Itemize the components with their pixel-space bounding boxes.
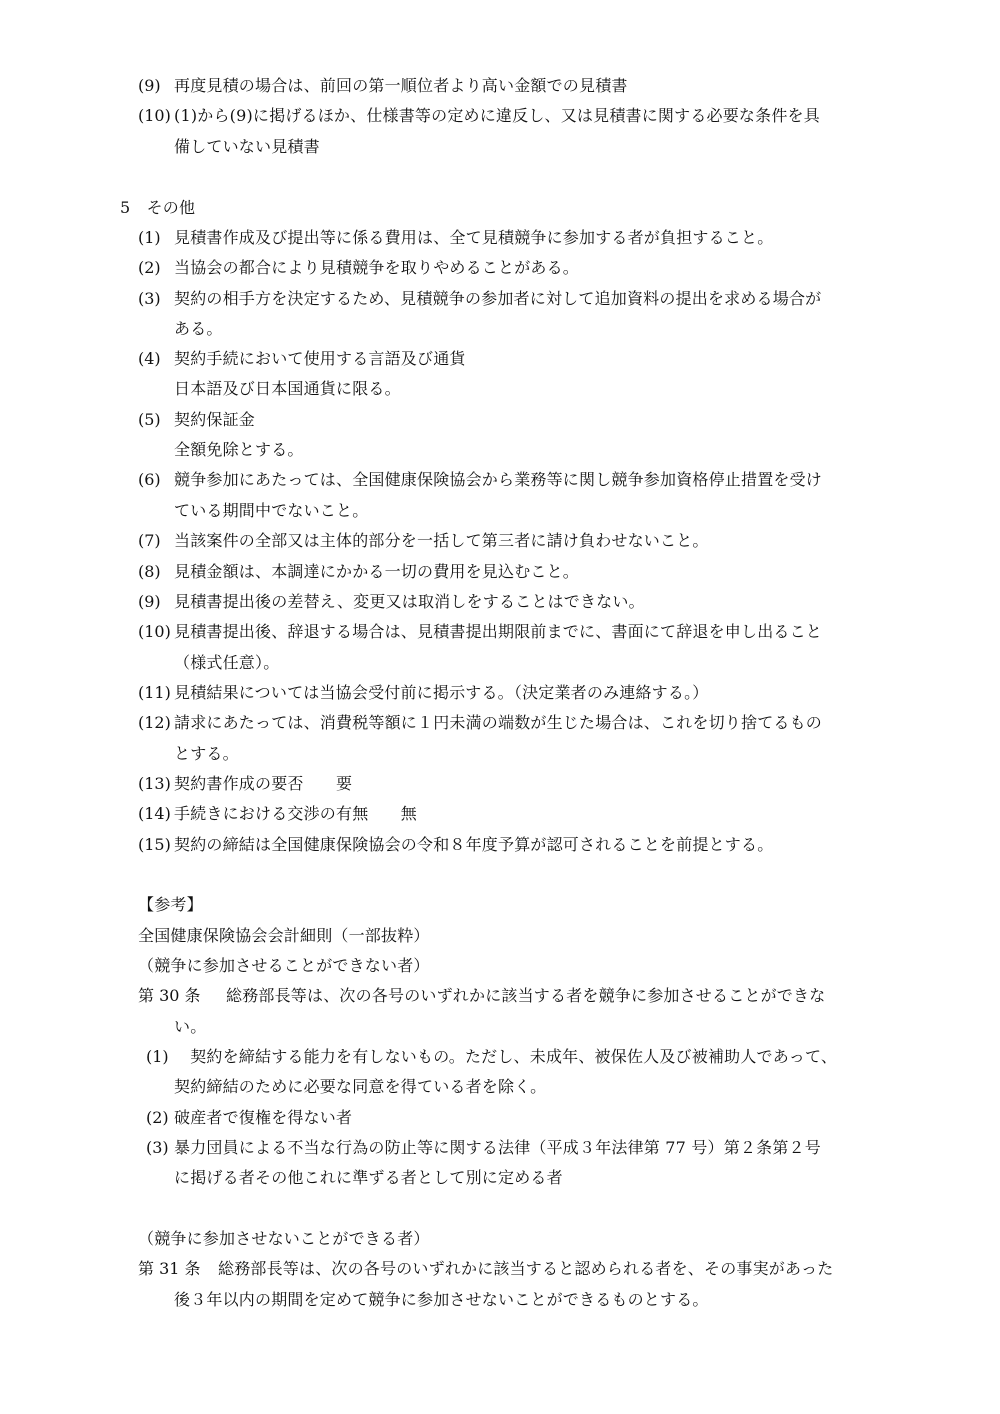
item-number: (12) [138,713,171,732]
item-number: (7) [138,531,161,550]
item-text: 見積結果については当協会受付前に掲示する。（決定業者のみ連絡する。） [174,683,709,702]
item-text: 全額免除とする。 [174,440,304,459]
item-number: (2) [138,258,161,277]
item-text: 当該案件の全部又は主体的部分を一括して第三者に請け負わせないこと。 [174,531,709,550]
item-number: (9) [138,76,161,95]
section-heading: 5 その他 [120,198,196,217]
item-text: 契約の締結は全国健康保険協会の令和８年度予算が認可されることを前提とする。 [174,835,774,854]
item-text: 契約締結のために必要な同意を得ている者を除く。 [174,1077,547,1096]
item-number: (8) [138,562,161,581]
item-text: に掲げる者その他これに準ずる者として別に定める者 [174,1168,563,1187]
item-number: (13) [138,774,171,793]
item-number: (9) [138,592,161,611]
item-text: 見積書提出後、辞退する場合は、見積書提出期限前までに、書面にて辞退を申し出ること [174,622,823,641]
item-text: ある。 [174,319,223,338]
item-number: (1) [146,1047,169,1066]
item-text: 契約を締結する能力を有しないもの。ただし、未成年、被保佐人及び被補助人であって、 [174,1047,838,1066]
article-label: 第 31 条 [138,1259,201,1278]
article-text: い。 [174,1017,207,1036]
item-number: (2) [146,1108,169,1127]
item-text: 備していない見積書 [174,137,320,156]
reference-title: 全国健康保険協会会計細則（一部抜粋） [138,926,430,945]
article-label: 第 30 条 [138,986,201,1005]
article-text: 総務部長等は、次の各号のいずれかに該当すると認められる者を、その事実があった [218,1259,834,1278]
reference-heading: 【参考】 [138,895,203,914]
item-number: (15) [138,835,171,854]
item-text: 暴力団員による不当な行為の防止等に関する法律（平成３年法律第 77 号）第２条第２号 [174,1138,821,1157]
item-text: 契約の相手方を決定するため、見積競争の参加者に対して追加資料の提出を求める場合が [174,289,822,308]
item-number: (3) [146,1138,169,1157]
item-number: (4) [138,349,161,368]
item-text: ている期間中でないこと。 [174,501,369,520]
article-text: 総務部長等は、次の各号のいずれかに該当する者を競争に参加させることができな [226,986,826,1005]
item-text: 請求にあたっては、消費税等額に１円未満の端数が生じた場合は、これを切り捨てるもの [174,713,823,732]
item-number: (1) [138,228,161,247]
item-number: (10) [138,622,171,641]
item-number: (3) [138,289,161,308]
item-number: (10) [138,106,171,125]
item-text: 再度見積の場合は、前回の第一順位者より高い金額での見積書 [174,76,628,95]
article-caption: （競争に参加させることができない者） [138,956,430,975]
item-text: とする。 [174,744,239,763]
article-caption: （競争に参加させないことができる者） [138,1229,430,1248]
article-text: 後３年以内の期間を定めて競争に参加させないことができるものとする。 [174,1290,709,1309]
item-text: (1)から(9)に掲げるほか、仕様書等の定めに違反し、又は見積書に関する必要な条件を具 [174,106,820,125]
item-number: (6) [138,470,161,489]
item-text: （様式任意）。 [174,653,280,672]
item-text: 日本語及び日本国通貨に限る。 [174,379,401,398]
item-text: 競争参加にあたっては、全国健康保険協会から業務等に関し競争参加資格停止措置を受け [174,470,823,489]
item-text: 契約書作成の要否 要 [174,774,353,793]
item-text: 契約保証金 [174,410,256,429]
item-text: 見積金額は、本調達にかかる一切の費用を見込むこと。 [174,562,580,581]
item-number: (11) [138,683,171,702]
item-text: 見積書提出後の差替え、変更又は取消しをすることはできない。 [174,592,645,611]
item-text: 契約手続において使用する言語及び通貨 [174,349,466,368]
item-text: 見積書作成及び提出等に係る費用は、全て見積競争に参加する者が負担すること。 [174,228,774,247]
item-text: 当協会の都合により見積競争を取りやめることがある。 [174,258,580,277]
item-number: (5) [138,410,161,429]
item-text: 破産者で復権を得ない者 [174,1108,353,1127]
item-number: (14) [138,804,171,823]
item-text: 手続きにおける交渉の有無 無 [174,804,418,823]
